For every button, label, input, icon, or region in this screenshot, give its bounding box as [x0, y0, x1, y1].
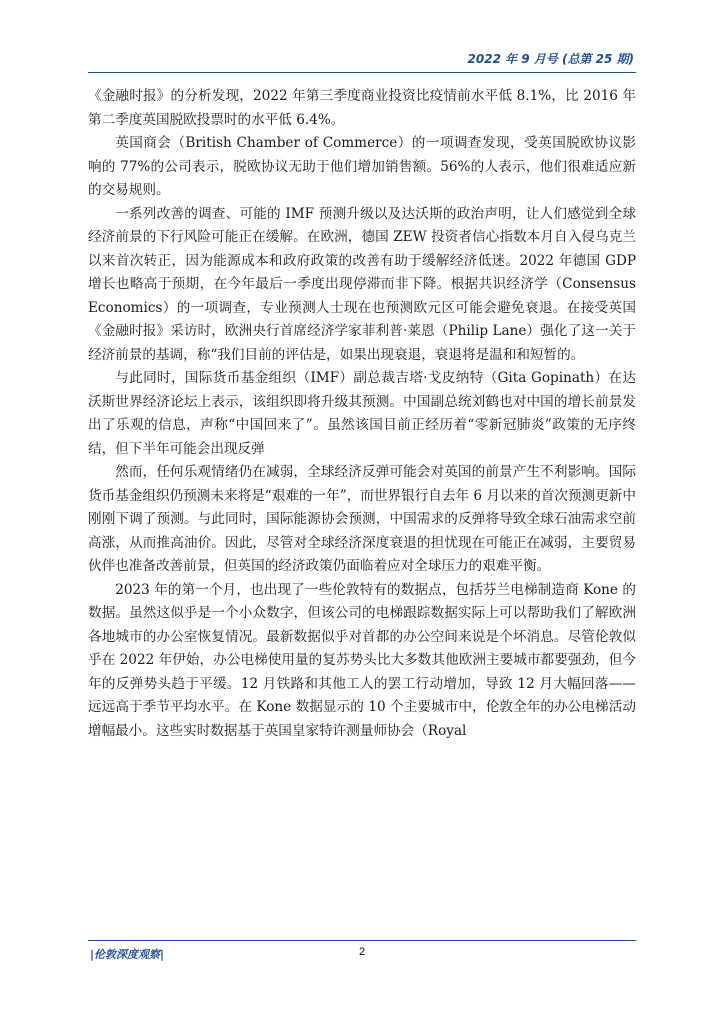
paragraph: 英国商会（British Chamber of Commerce）的一项调查发现，受英国脱欧协议影响的 77%的公司表示，脱欧协议无助于他们增加销售额。56%的人表示，他们很难适应新的交易规则。 — [88, 135, 636, 198]
page-number: 2 — [358, 946, 366, 958]
paragraph: 与此同时，国际货币基金组织（IMF）副总裁吉塔·戈皮纳特（Gita Gopinath）在达沃斯世界经济论坛上表示，该组织即将升级其预测。中国副总统刘鹤也对中国的增长前景发出了乐观的信息，声称“中国回来了”。虽然该国目前正经历着“零新冠肺炎”政策的无序终结，但下半年可能会出现反弹 — [88, 370, 636, 457]
paragraph: 一系列改善的调查、可能的 IMF 预测升级以及达沃斯的政治声明，让人们感觉到全球经济前景的下行风险可能正在缓解。在欧洲，德国 ZEW 投资者信心指数本月自入侵乌克兰以来首次转正，因为能源成本和政府政策的改善有助于缓解经济低迷。2022 年德国 GDP 增长也略高于预期，在今年最后一季度出现停滞而非下降。根据共识经济学（Consensus Economics）的一项调查，专业预测人士现在也预测欧元区可能会避免衰退。在接受英国《金融时报》采访时，欧洲央行首席经济学家菲利普·莱恩（Philip Lane）强化了这一关于经济前景的基调，称“我们目前的评估是，如果出现衰退，衰退将是温和和短暂的。 — [88, 205, 636, 363]
article-body — [88, 85, 636, 743]
publication-name: |伦敦深度观察| — [90, 948, 165, 961]
paragraph: 然而，任何乐观情绪仍在减弱，全球经济反弹可能会对英国的前景产生不利影响。国际货币基金组织仍预测未来将是“艰难的一年”，而世界银行自去年 6 月以来的首次预测更新中刚刚下调了预测。与此同时，国际能源协会预测，中国需求的反弹将导致全球石油需求空前高涨，从而推高油价。因此，尽管对全球经济深度衰退的担忧现在可能正在减弱，主要贸易伙伴也准备改善前景，但英国的经济政策仍面临着应对全球压力的艰难平衡。 — [88, 464, 636, 574]
paragraph: 《金融时报》的分析发现，2022 年第三季度商业投资比疫情前水平低 8.1%，比 2016 年第二季度英国脱欧投票时的水平低 6.4%。 — [88, 88, 636, 128]
issue-label: 2022 年 9 月号 (总第 25 期) — [467, 52, 634, 66]
paragraph: 2023 年的第一个月，也出现了一些伦敦特有的数据点，包括芬兰电梯制造商 Kone 的数据。虽然这似乎是一个小众数字，但该公司的电梯跟踪数据实际上可以帮助我们了解欧洲各地城市的办公室恢复情况。最新数据似乎对首都的办公空间来说是个坏消息。尽管伦敦似乎在 2022 年伊始，办公电梯使用量的复苏势头比大多数其他欧洲主要城市都要强劲，但今年的反弹势头趋于平缓。12 月铁路和其他工人的罢工行动增加，导致 12 月大幅回落——远远高于季节平均水平。在 Kone 数据显示的 10 个主要城市中，伦敦全年的办公电梯活动增幅最小。这些实时数据基于英国皇家特许测量师协会（Royal — [88, 581, 636, 739]
header-divider — [88, 72, 636, 73]
footer-divider — [88, 940, 636, 941]
